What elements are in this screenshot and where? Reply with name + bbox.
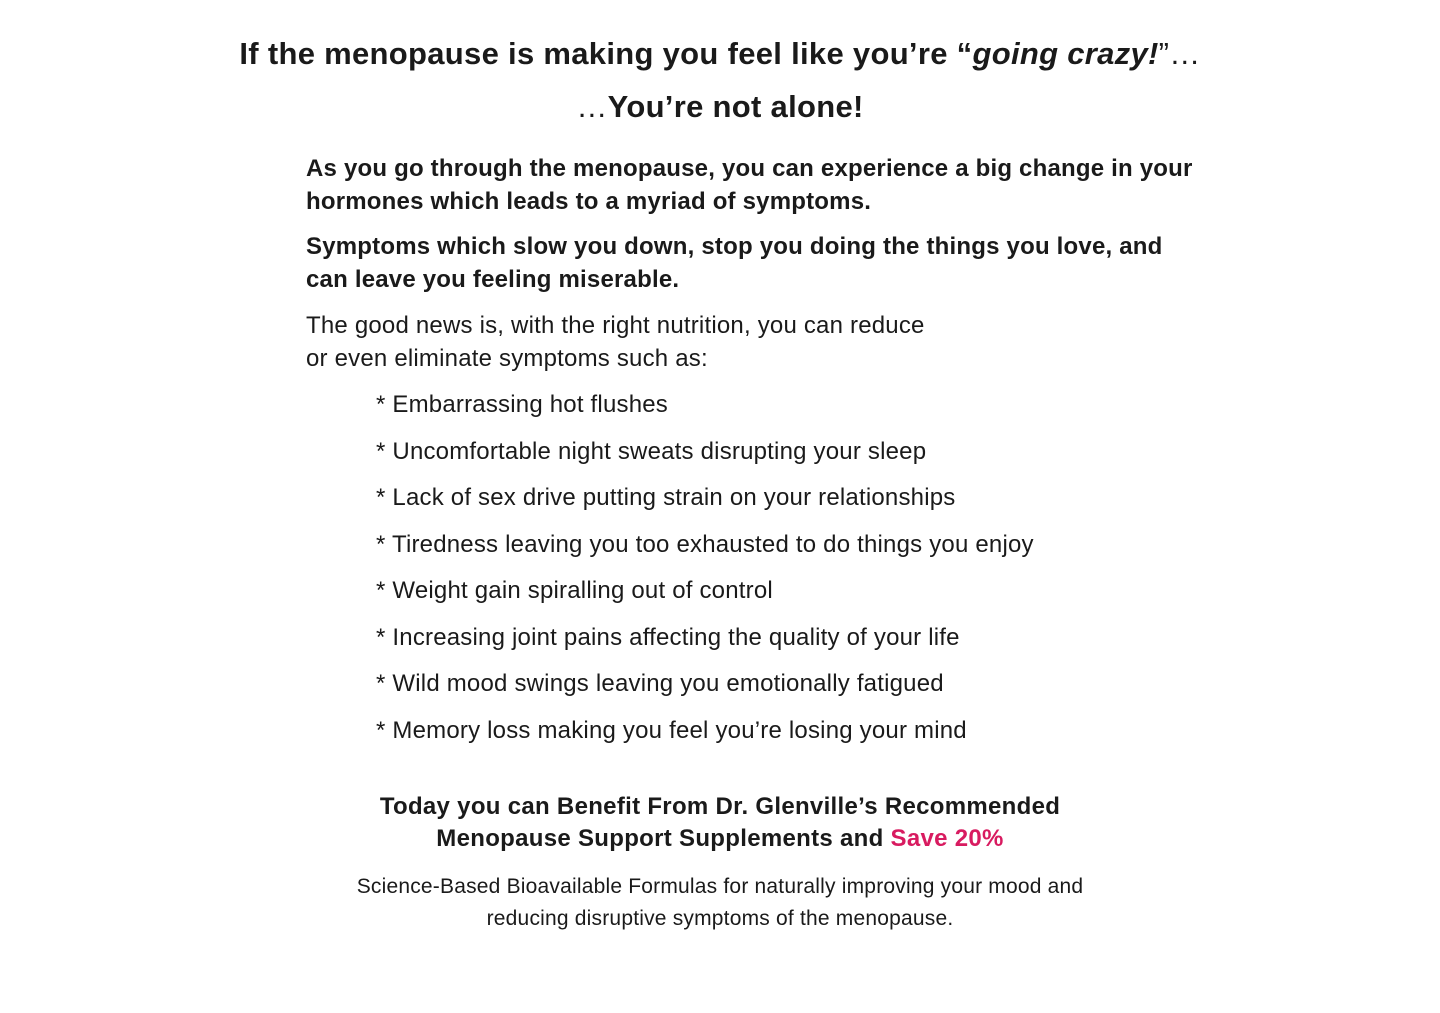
symptom-item: * Lack of sex drive putting strain on your relationships xyxy=(376,484,956,511)
subtext-line-2: reducing disruptive symptoms of the menopause. xyxy=(486,907,954,930)
headline-emphasis: going crazy! xyxy=(972,36,1159,71)
symptom-item: * Increasing joint pains affecting the quality of your life xyxy=(376,623,960,651)
intro-paragraph-1: As you go through the menopause, you can experience a big change in your hormones which leads to a myriad of symptoms. xyxy=(306,155,1193,215)
headline-line-2 xyxy=(0,89,1440,125)
symptom-item: * Wild mood swings leaving you emotionally fatigued xyxy=(376,670,944,697)
symptoms-list xyxy=(376,388,1034,760)
subtext-line-1: Science-Based Bioavailable Formulas for naturally improving your mood and xyxy=(356,875,1084,898)
symptom-item: * Weight gain spiralling out of control xyxy=(376,577,773,604)
symptom-item: * Uncomfortable night sweats disrupting your sleep xyxy=(376,437,927,465)
intro-paragraph-3-line-1: The good news is, with the right nutrition, you can reduce xyxy=(306,312,925,339)
intro-paragraph-2: Symptoms which slow you down, stop you doing the things you love, and can leave you feeling miserable. xyxy=(306,233,1163,293)
headline-2-text: You’re not alone! xyxy=(607,89,864,124)
headline-2-dots: … xyxy=(576,89,608,124)
symptom-item: * Tiredness leaving you too exhausted to do things you enjoy xyxy=(376,530,1034,558)
intro-paragraph-3 xyxy=(306,309,1206,375)
subtext xyxy=(0,871,1440,935)
headline-prefix: If the menopause is making you feel like you’re “ xyxy=(239,36,973,71)
save-badge-text: Save 20% xyxy=(890,825,1004,852)
cta-line-1: Today you can Benefit From Dr. Glenville’s Recommended xyxy=(379,793,1061,820)
cta-line-2: Menopause Support Supplements and xyxy=(436,825,891,852)
intro-paragraph-3-line-2: or even eliminate symptoms such as: xyxy=(306,345,708,372)
headline-line-1 xyxy=(0,36,1440,72)
headline-suffix: ”… xyxy=(1158,36,1201,71)
symptom-item: * Embarrassing hot flushes xyxy=(376,391,669,418)
symptom-item: * Memory loss making you feel you’re losing your mind xyxy=(376,716,967,744)
cta-heading xyxy=(0,791,1440,855)
